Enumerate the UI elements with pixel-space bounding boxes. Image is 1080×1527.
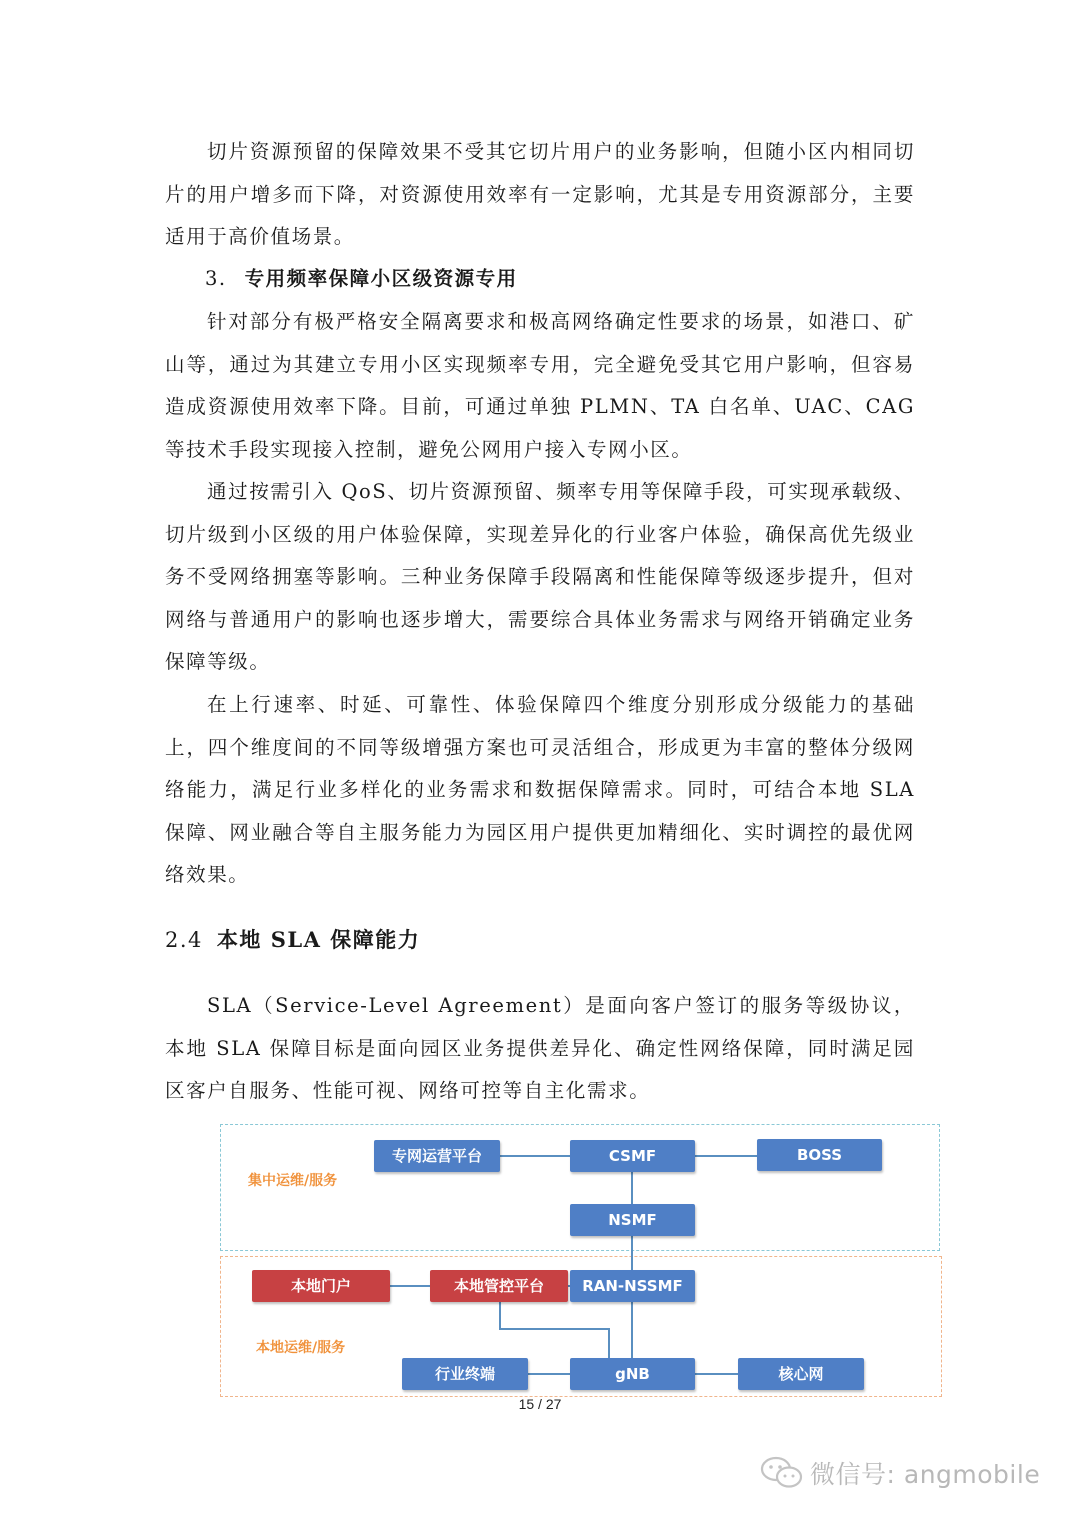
paragraph-slice-reservation: 切片资源预留的保障效果不受其它切片用户的业务影响，但随小区内相同切片的用户增多而下降，对资源使用效率有一定影响，尤其是专用资源部分，主要适用于高价值场景。 [165,140,915,248]
paragraph-guarantee-means: 通过按需引入 QoS、切片资源预留、频率专用等保障手段，可实现承载级、切片级到小区级的用户体验保障，实现差异化的行业客户体验，确保高优先级业务不受网络拥塞等影响。三种业务保障手段隔离和性能保障等级逐步提升，但对网络与普通用户的影响也逐步增大，需要综合具体业务需求与网络开销确定业务保障等级。 [165,480,915,673]
wechat-watermark [760,1455,1040,1496]
box-csmf: CSMF [570,1140,695,1172]
section-heading-local-sla [165,918,420,962]
zone-centralized [220,1124,940,1251]
zone-local [220,1256,942,1397]
connector-terminal-gnb [528,1373,570,1375]
wechat-icon [760,1456,804,1496]
connector-control-gnb [608,1328,610,1358]
connector-nsmf-ran [631,1236,633,1270]
watermark-text: 微信号: angmobile [810,1460,1041,1489]
box-ran-nssmf: RAN-NSSMF [570,1270,695,1302]
box-boss: BOSS [757,1139,882,1171]
box-local-control-platform: 本地管控平台 [430,1270,568,1302]
connector-gnb-core [695,1373,738,1375]
paragraph-dimension-combination: 在上行速率、时延、可靠性、体验保障四个维度分别形成分级能力的基础上，四个维度间的不同等级增强方案也可灵活组合，形成更为丰富的整体分级网络能力，满足行业多样化的业务需求和数据保障需求。同时，可结合本地 SLA 保障、网业融合等自主服务能力为园区用户提供更加精细化、实时调控的最优网络效果。 [165,693,915,886]
connector-control-down [499,1302,501,1329]
connector-portal-control [390,1285,430,1287]
paragraph-dedicated-cell: 针对部分有极严格安全隔离要求和极高网络确定性要求的场景，如港口、矿山等，通过为其建立专用小区实现频率专用，完全避免受其它用户影响，但容易造成资源使用效率下降。目前，可通过单独 PLMN、TA 白名单、UAC、CAG 等技术手段实现接入控制，避免公网用户接入专网小区。 [165,310,915,461]
box-core-network: 核心网 [738,1358,864,1390]
box-gnb: gNB [570,1358,695,1390]
connector-control-ran [568,1285,571,1287]
paragraph-sla-definition: SLA（Service-Level Agreement）是面向客户签订的服务等级协议，本地 SLA 保障目标是面向园区业务提供差异化、确定性网络保障，同时满足园区客户自服务、性能可视、网络可控等自主化需求。 [165,994,915,1102]
page-number: 15 / 27 [518,1396,562,1412]
subheading-title: 专用频率保障小区级资源专用 [244,267,518,290]
connector-control-horizontal [499,1328,609,1330]
connector-platform-csmf [500,1155,570,1157]
zone-centralized-label: 集中运维/服务 [248,1173,338,1189]
box-private-net-platform: 专网运营平台 [374,1140,500,1172]
box-industry-terminal: 行业终端 [402,1358,528,1390]
connector-csmf-nsmf [631,1172,633,1204]
box-local-portal: 本地门户 [252,1270,390,1302]
subheading-number: 3. [205,267,227,290]
connector-ran-gnb [631,1302,633,1358]
subheading-dedicated-frequency [205,259,518,299]
box-nsmf: NSMF [570,1204,695,1236]
section-title: 本地 SLA 保障能力 [216,927,421,952]
zone-local-label: 本地运维/服务 [256,1340,346,1356]
connector-csmf-boss [695,1155,757,1157]
section-number: 2.4 [165,928,203,952]
